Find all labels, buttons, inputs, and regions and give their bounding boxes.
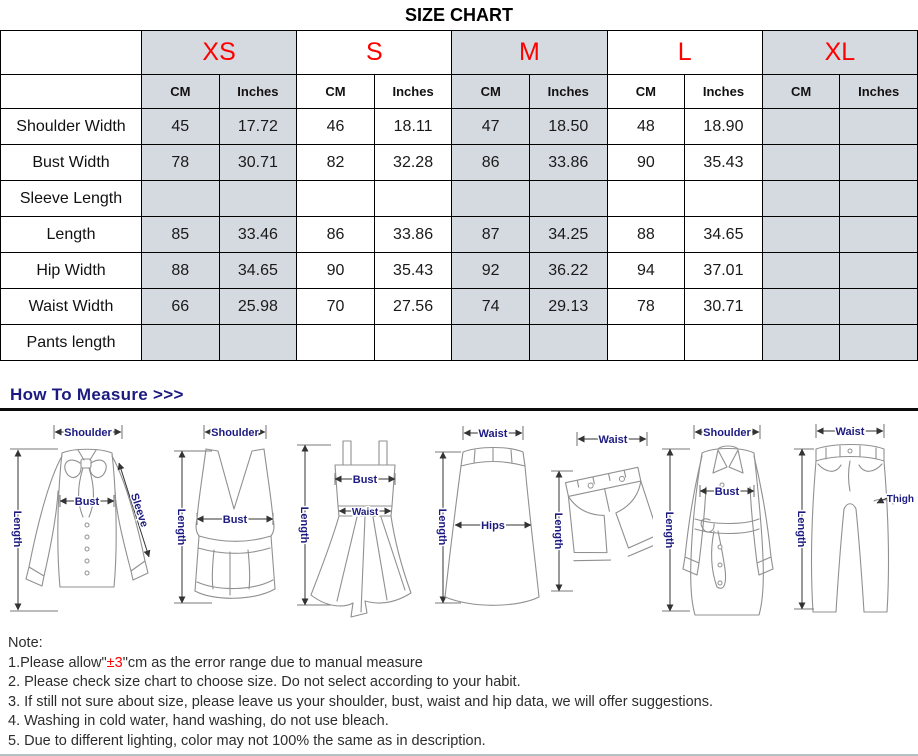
value-cell: 35.43 [374,253,452,289]
shorts-figure [543,419,653,624]
note-item-1 [8,654,918,674]
value-cell: 92 [452,253,530,289]
value-cell: 33.46 [219,217,297,253]
value-cell: 36.22 [529,253,607,289]
value-cell [529,325,607,361]
table-row-length [1,217,918,253]
bust-measure-label: Bust [223,514,248,526]
unit-cell: CM [762,75,840,109]
value-cell: 86 [452,145,530,181]
unit-cell: Inches [529,75,607,109]
size-header-row [1,31,918,75]
hips-measure-label: Hips [481,520,505,532]
pants-figure [786,419,916,624]
value-cell: 45 [142,109,220,145]
value-cell [762,289,840,325]
notes-section [0,625,918,751]
value-cell [840,145,918,181]
size-header-s: S [297,31,452,75]
note-item-5: 5. Due to different lighting, color may not 100% the same as in description. [8,732,486,749]
value-cell: 85 [142,217,220,253]
value-cell: 32.28 [374,145,452,181]
value-cell: 78 [142,145,220,181]
measurement-figures [0,419,918,625]
value-cell: 88 [607,217,685,253]
how-to-measure-bar [0,385,918,411]
value-cell: 82 [297,145,375,181]
value-cell: 88 [142,253,220,289]
value-cell: 86 [297,217,375,253]
waist-measure-label: Waist [351,507,378,518]
shoulder-measure-label: Shoulder [64,427,112,439]
size-header-xs: XS [142,31,297,75]
value-cell [142,325,220,361]
value-cell: 17.72 [219,109,297,145]
row-label: Bust Width [1,145,142,181]
value-cell [840,217,918,253]
value-cell: 18.90 [685,109,763,145]
value-cell: 87 [452,217,530,253]
value-cell: 30.71 [219,145,297,181]
length-measure-label: Length [552,512,565,550]
value-cell [607,325,685,361]
value-cell [374,181,452,217]
size-table [0,30,918,361]
value-cell [762,325,840,361]
unit-cell: Inches [219,75,297,109]
value-cell: 33.86 [374,217,452,253]
size-header-l: L [607,31,762,75]
value-cell [685,325,763,361]
note-item-2: 2. Please check size chart to choose size. Do not select according to your habit. [8,674,521,690]
value-cell [219,181,297,217]
value-cell [529,181,607,217]
value-cell [219,325,297,361]
unit-header-row [1,75,918,109]
blouse-figure [2,419,168,624]
value-cell [840,253,918,289]
skirt-figure [427,419,543,624]
table-row-shoulder-width [1,109,918,145]
table-row-waist-width [1,289,918,325]
value-cell [452,325,530,361]
bust-measure-label: Bust [352,474,377,486]
value-cell [297,325,375,361]
value-cell [762,109,840,145]
length-measure-label: Length [11,510,23,548]
value-cell: 29.13 [529,289,607,325]
table-row-sleeve-length [1,181,918,217]
value-cell: 34.65 [685,217,763,253]
row-label: Pants length [1,325,142,361]
value-cell [142,181,220,217]
value-cell: 94 [607,253,685,289]
note-1-suffix: "cm as the error range due to manual measure [122,654,423,671]
waist-measure-label: Waist [478,428,508,440]
value-cell [374,325,452,361]
value-cell [297,181,375,217]
value-cell [840,289,918,325]
bust-measure-label: Bust [714,486,739,498]
row-label: Sleeve Length [1,181,142,217]
note-1-error-range: ±3 [106,654,123,671]
table-row-pants-length [1,325,918,361]
length-measure-label: Length [175,508,188,546]
unit-corner-cell [1,75,142,109]
value-cell [840,181,918,217]
value-cell: 70 [297,289,375,325]
value-cell: 90 [297,253,375,289]
length-measure-label: Length [297,506,310,544]
waist-measure-label: Waist [835,426,865,438]
length-measure-label: Length [794,510,807,548]
note-item-4: 4. Washing in cold water, hand washing, do not use bleach. [8,713,389,729]
bust-measure-label: Bust [74,496,100,508]
value-cell: 47 [452,109,530,145]
length-measure-label: Length [435,508,448,546]
value-cell [762,253,840,289]
note-item-3: 3. If still not sure about size, please leave us your shoulder, bust, waist and hip data, we will offer suggestions. [8,693,713,710]
waist-measure-label: Waist [598,434,628,446]
page-title: SIZE CHART [405,5,513,25]
length-measure-label: Length [662,511,675,549]
value-cell: 35.43 [685,145,763,181]
value-cell: 30.71 [685,289,763,325]
row-label: Waist Width [1,289,142,325]
shoulder-measure-label: Shoulder [211,427,260,439]
value-cell [452,181,530,217]
table-row-bust-width [1,145,918,181]
tank-top-figure [168,419,290,624]
value-cell: 34.25 [529,217,607,253]
unit-cell: Inches [374,75,452,109]
row-label: Shoulder Width [1,109,142,145]
size-header-m: M [452,31,607,75]
row-label: Hip Width [1,253,142,289]
unit-cell: CM [452,75,530,109]
value-cell: 78 [607,289,685,325]
value-cell: 48 [607,109,685,145]
value-cell [685,181,763,217]
value-cell [840,109,918,145]
value-cell: 66 [142,289,220,325]
value-cell [607,181,685,217]
value-cell: 74 [452,289,530,325]
value-cell: 37.01 [685,253,763,289]
table-row-hip-width [1,253,918,289]
notes-heading: Note: [8,635,43,651]
value-cell [762,217,840,253]
corner-cell [1,31,142,75]
value-cell: 33.86 [529,145,607,181]
row-label: Length [1,217,142,253]
value-cell: 25.98 [219,289,297,325]
value-cell: 46 [297,109,375,145]
size-header-xl: XL [762,31,917,75]
how-to-measure-heading: How To Measure >>> [10,385,184,404]
coat-figure [654,419,786,624]
unit-cell: CM [142,75,220,109]
value-cell [762,181,840,217]
value-cell: 27.56 [374,289,452,325]
note-1-prefix: 1.Please allow" [8,654,107,671]
shoulder-measure-label: Shoulder [702,427,751,439]
dress-figure [291,419,427,624]
value-cell [762,145,840,181]
unit-cell: CM [607,75,685,109]
unit-cell: CM [297,75,375,109]
value-cell [840,325,918,361]
value-cell: 34.65 [219,253,297,289]
value-cell: 18.11 [374,109,452,145]
thigh-measure-label: Thigh [886,494,914,505]
value-cell: 18.50 [529,109,607,145]
value-cell: 90 [607,145,685,181]
unit-cell: Inches [840,75,918,109]
unit-cell: Inches [685,75,763,109]
sleeve-measure-label: Sleeve [127,491,151,529]
